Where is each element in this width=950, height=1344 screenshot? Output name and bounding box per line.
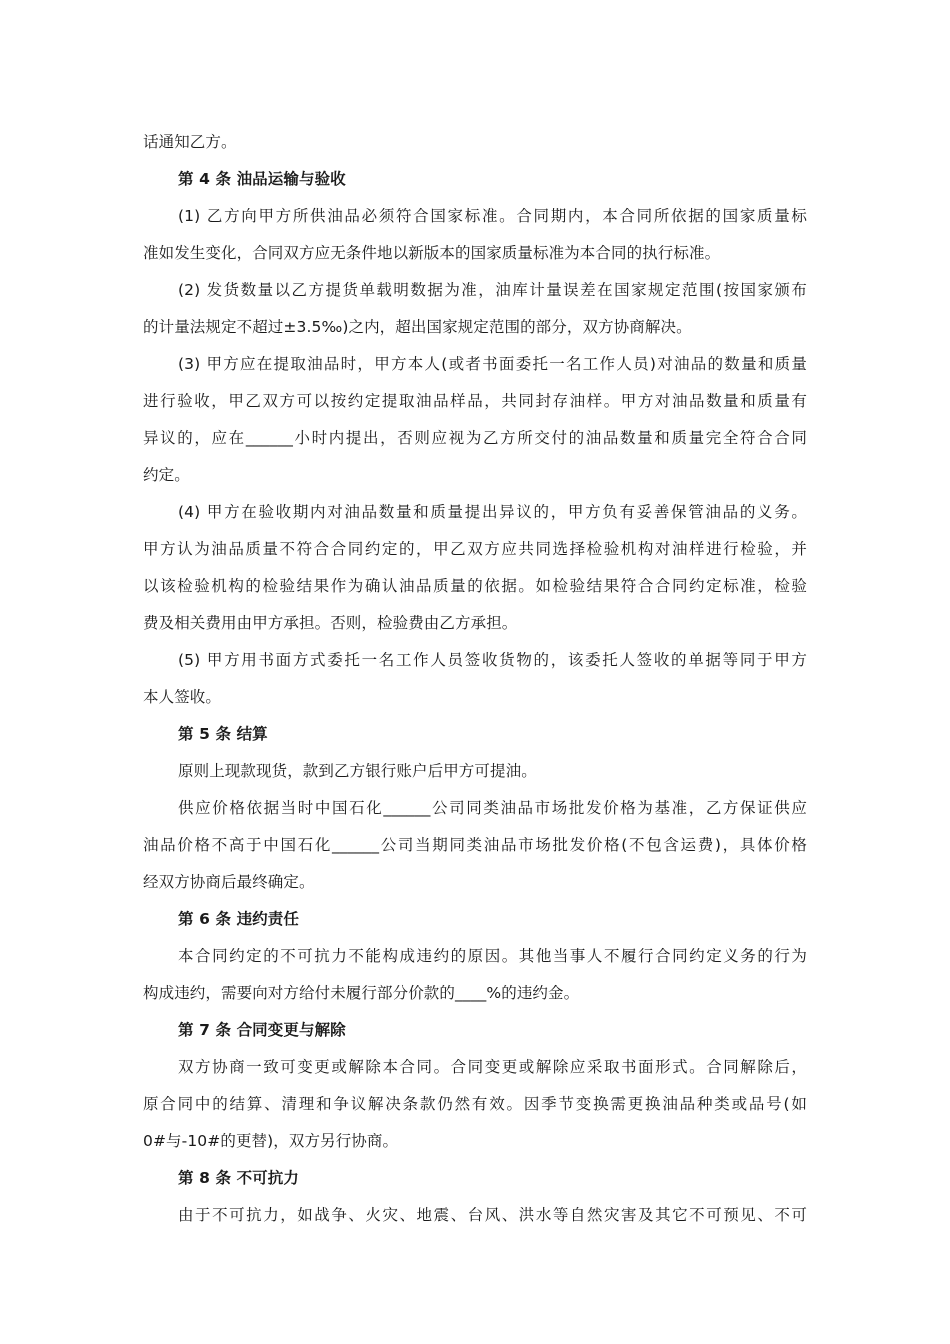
paragraph-line: (2) 发货数量以乙方提货单载明数据为准，油库计量误差在国家规定范围(按国家颁布 — [178, 281, 807, 299]
section-heading-article-6: 第 6 条 违约责任 — [178, 910, 299, 928]
paragraph-line: 话通知乙方。 — [143, 133, 237, 151]
paragraph-line: 本合同约定的不可抗力不能构成违约的原因。其他当事人不履行合同约定义务的行为 — [178, 947, 807, 965]
section-heading-article-5: 第 5 条 结算 — [178, 725, 268, 743]
paragraph-line: 以该检验机构的检验结果作为确认油品质量的依据。如检验结果符合合同约定标准，检验 — [143, 577, 807, 595]
paragraph-line: 异议的，应在______小时内提出，否则应视为乙方所交付的油品数量和质量完全符合合同 — [143, 429, 807, 447]
paragraph-line: 构成违约，需要向对方给付未履行部分价款的____%的违约金。 — [143, 984, 580, 1002]
paragraph-line: (3) 甲方应在提取油品时，甲方本人(或者书面委托一名工作人员)对油品的数量和质量 — [178, 355, 807, 373]
paragraph-line: 经双方协商后最终确定。 — [143, 873, 315, 891]
paragraph-line: 甲方认为油品质量不符合合同约定的，甲乙双方应共同选择检验机构对油样进行检验，并 — [143, 540, 807, 558]
paragraph-line: 的计量法规定不超过±3.5‰)之内，超出国家规定范围的部分，双方协商解决。 — [143, 318, 692, 336]
paragraph-line: 由于不可抗力，如战争、火灾、地震、台风、洪水等自然灾害及其它不可预见、不可 — [178, 1206, 807, 1224]
section-heading-article-7: 第 7 条 合同变更与解除 — [178, 1021, 346, 1039]
document-page — [143, 124, 807, 1234]
paragraph-line: (5) 甲方用书面方式委托一名工作人员签收货物的，该委托人签收的单据等同于甲方 — [178, 651, 807, 669]
paragraph-line: 本人签收。 — [143, 688, 222, 706]
paragraph-line: 供应价格依据当时中国石化______公司同类油品市场批发价格为基准，乙方保证供应 — [178, 799, 807, 817]
paragraph-line: 0#与-10#的更替)，双方另行协商。 — [143, 1132, 399, 1150]
paragraph-line: 原则上现款现货，款到乙方银行账户后甲方可提油。 — [178, 762, 537, 780]
paragraph-line: 准如发生变化，合同双方应无条件地以新版本的国家质量标准为本合同的执行标准。 — [143, 244, 721, 262]
paragraph-line: 双方协商一致可变更或解除本合同。合同变更或解除应采取书面形式。合同解除后， — [178, 1058, 807, 1076]
paragraph-line: 油品价格不高于中国石化______公司当期同类油品市场批发价格(不包含运费)，具体价格 — [143, 836, 807, 854]
paragraph-line: 原合同中的结算、清理和争议解决条款仍然有效。因季节变换需更换油品种类或品号(如 — [143, 1095, 807, 1113]
section-heading-article-4: 第 4 条 油品运输与验收 — [178, 170, 346, 188]
paragraph-line: (1) 乙方向甲方所供油品必须符合国家标准。合同期内，本合同所依据的国家质量标 — [178, 207, 807, 225]
paragraph-line: 费及相关费用由甲方承担。否则，检验费由乙方承担。 — [143, 614, 518, 632]
paragraph-line: 进行验收，甲乙双方可以按约定提取油品样品，共同封存油样。甲方对油品数量和质量有 — [143, 392, 807, 410]
section-heading-article-8: 第 8 条 不可抗力 — [178, 1169, 299, 1187]
paragraph-line: 约定。 — [143, 466, 190, 484]
paragraph-line: (4) 甲方在验收期内对油品数量和质量提出异议的，甲方负有妥善保管油品的义务。 — [178, 503, 807, 521]
